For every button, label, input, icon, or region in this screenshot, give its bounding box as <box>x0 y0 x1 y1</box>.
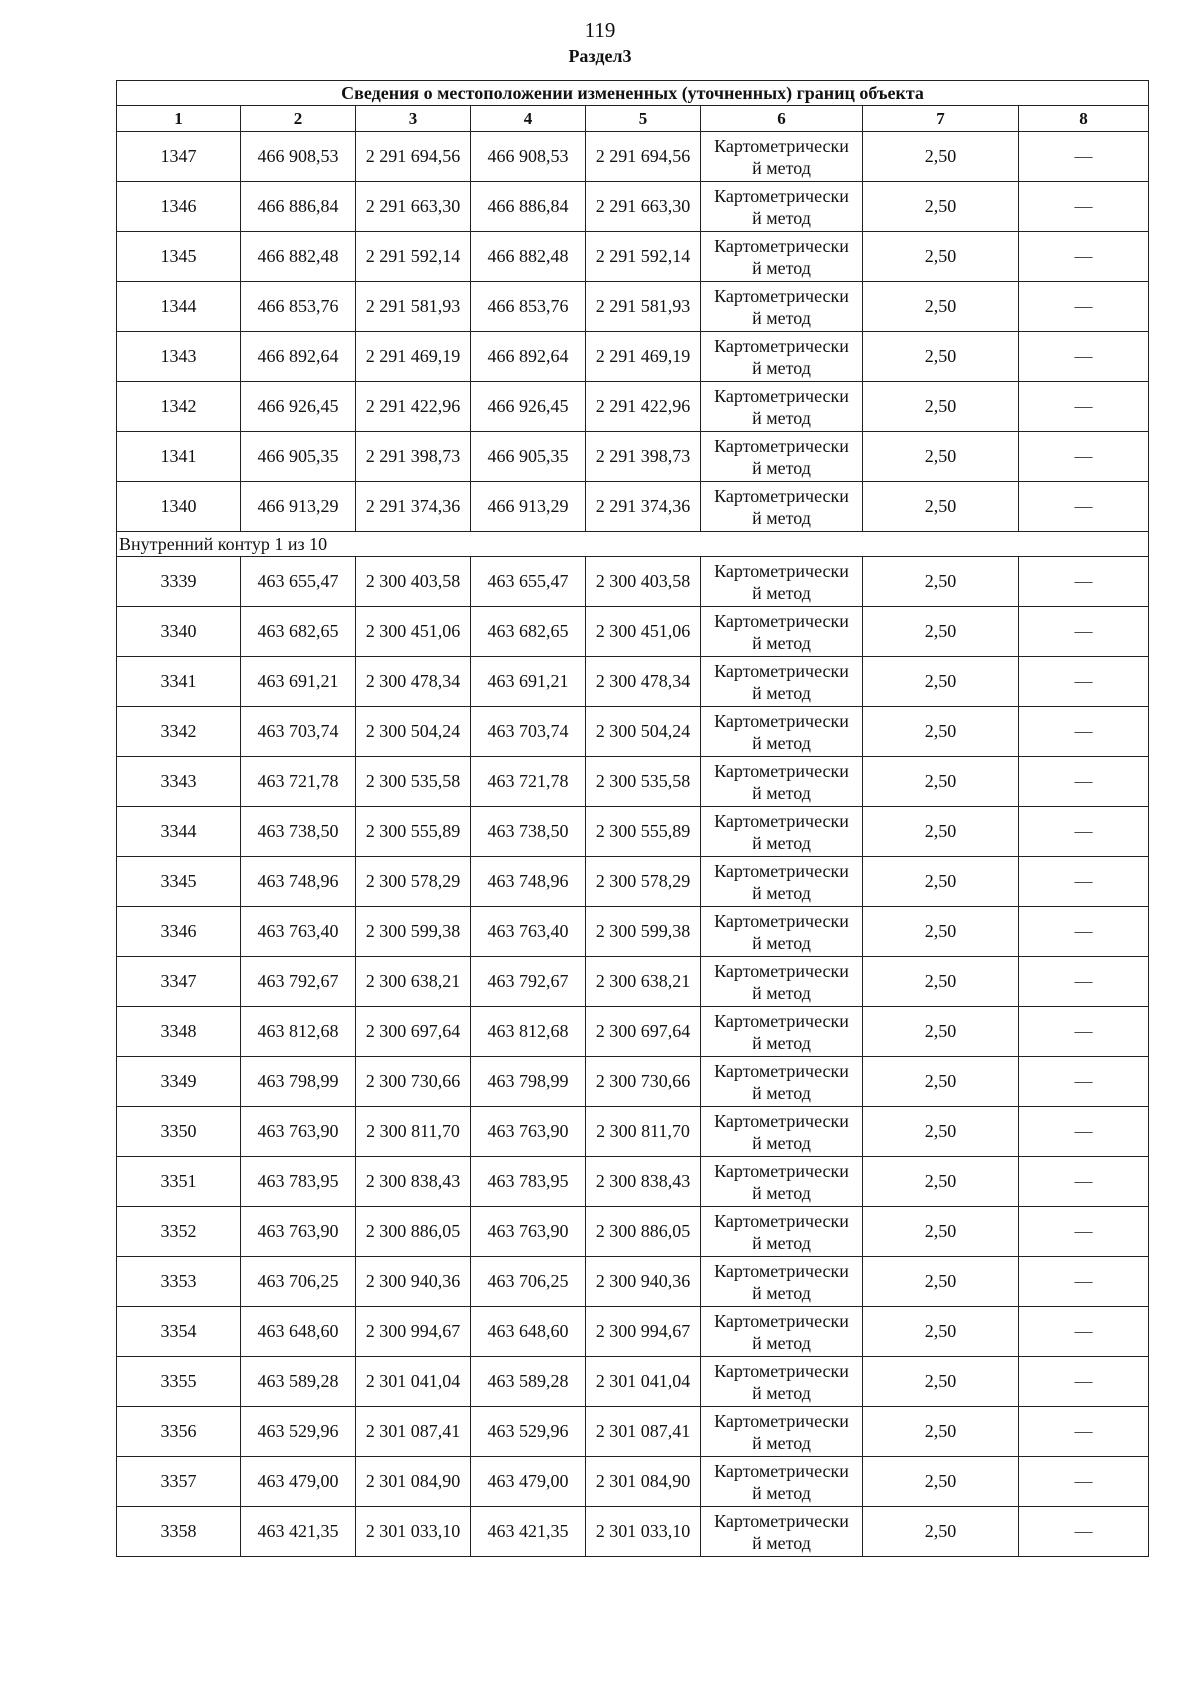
accuracy-cell: 2,50 <box>863 857 1019 907</box>
note-cell: — <box>1019 1307 1149 1357</box>
x-new-cell: 463 798,99 <box>471 1057 586 1107</box>
x-old-cell: 463 763,90 <box>241 1107 356 1157</box>
y-new-cell: 2 300 940,36 <box>586 1257 701 1307</box>
accuracy-cell: 2,50 <box>863 657 1019 707</box>
method-cell: Картометрически й метод <box>701 707 863 757</box>
y-old-cell: 2 300 578,29 <box>356 857 471 907</box>
column-number: 1 <box>117 106 241 132</box>
table-row <box>117 1057 1149 1107</box>
x-old-cell: 463 738,50 <box>241 807 356 857</box>
x-new-cell: 466 892,64 <box>471 332 586 382</box>
table-row <box>117 1107 1149 1157</box>
y-new-cell: 2 291 663,30 <box>586 182 701 232</box>
method-cell: Картометрически й метод <box>701 807 863 857</box>
accuracy-cell: 2,50 <box>863 332 1019 382</box>
point-number-cell: 3347 <box>117 957 241 1007</box>
x-new-cell: 466 905,35 <box>471 432 586 482</box>
x-new-cell: 463 748,96 <box>471 857 586 907</box>
table-row <box>117 707 1149 757</box>
accuracy-cell: 2,50 <box>863 1457 1019 1507</box>
table-row <box>117 382 1149 432</box>
note-cell: — <box>1019 1507 1149 1557</box>
method-cell: Картометрически й метод <box>701 1307 863 1357</box>
accuracy-cell: 2,50 <box>863 607 1019 657</box>
x-new-cell: 463 529,96 <box>471 1407 586 1457</box>
point-number-cell: 3357 <box>117 1457 241 1507</box>
point-number-cell: 3355 <box>117 1357 241 1407</box>
accuracy-cell: 2,50 <box>863 907 1019 957</box>
y-old-cell: 2 291 469,19 <box>356 332 471 382</box>
x-new-cell: 463 763,90 <box>471 1107 586 1157</box>
y-new-cell: 2 301 087,41 <box>586 1407 701 1457</box>
accuracy-cell: 2,50 <box>863 1007 1019 1057</box>
point-number-cell: 3356 <box>117 1407 241 1457</box>
x-new-cell: 463 691,21 <box>471 657 586 707</box>
table-row <box>117 757 1149 807</box>
y-old-cell: 2 301 033,10 <box>356 1507 471 1557</box>
y-old-cell: 2 291 694,56 <box>356 132 471 182</box>
note-cell: — <box>1019 382 1149 432</box>
x-new-cell: 463 648,60 <box>471 1307 586 1357</box>
point-number-cell: 3349 <box>117 1057 241 1107</box>
method-cell: Картометрически й метод <box>701 432 863 482</box>
x-old-cell: 463 479,00 <box>241 1457 356 1507</box>
y-old-cell: 2 300 697,64 <box>356 1007 471 1057</box>
method-cell: Картометрически й метод <box>701 1007 863 1057</box>
y-new-cell: 2 300 535,58 <box>586 757 701 807</box>
accuracy-cell: 2,50 <box>863 1407 1019 1457</box>
note-cell: — <box>1019 607 1149 657</box>
x-old-cell: 463 421,35 <box>241 1507 356 1557</box>
y-old-cell: 2 301 084,90 <box>356 1457 471 1507</box>
x-old-cell: 466 926,45 <box>241 382 356 432</box>
x-new-cell: 463 479,00 <box>471 1457 586 1507</box>
point-number-cell: 1346 <box>117 182 241 232</box>
note-cell: — <box>1019 557 1149 607</box>
point-number-cell: 1341 <box>117 432 241 482</box>
note-cell: — <box>1019 132 1149 182</box>
note-cell: — <box>1019 1357 1149 1407</box>
y-new-cell: 2 300 504,24 <box>586 707 701 757</box>
column-number: 5 <box>586 106 701 132</box>
y-new-cell: 2 300 886,05 <box>586 1207 701 1257</box>
x-old-cell: 466 908,53 <box>241 132 356 182</box>
x-old-cell: 463 792,67 <box>241 957 356 1007</box>
point-number-cell: 3346 <box>117 907 241 957</box>
point-number-cell: 3350 <box>117 1107 241 1157</box>
column-number: 2 <box>241 106 356 132</box>
x-new-cell: 463 783,95 <box>471 1157 586 1207</box>
y-new-cell: 2 291 694,56 <box>586 132 701 182</box>
x-new-cell: 463 682,65 <box>471 607 586 657</box>
accuracy-cell: 2,50 <box>863 182 1019 232</box>
contour-row <box>117 532 1149 557</box>
y-new-cell: 2 291 469,19 <box>586 332 701 382</box>
method-cell: Картометрически й метод <box>701 482 863 532</box>
section-title: Раздел3 <box>568 46 632 66</box>
y-new-cell: 2 300 403,58 <box>586 557 701 607</box>
point-number-cell: 1344 <box>117 282 241 332</box>
column-number: 6 <box>701 106 863 132</box>
page-number: 119 <box>584 18 616 42</box>
x-new-cell: 463 703,74 <box>471 707 586 757</box>
method-cell: Картометрически й метод <box>701 1057 863 1107</box>
x-new-cell: 466 926,45 <box>471 382 586 432</box>
x-old-cell: 466 886,84 <box>241 182 356 232</box>
y-new-cell: 2 300 578,29 <box>586 857 701 907</box>
point-number-cell: 1345 <box>117 232 241 282</box>
y-old-cell: 2 300 535,58 <box>356 757 471 807</box>
note-cell: — <box>1019 282 1149 332</box>
y-old-cell: 2 301 087,41 <box>356 1407 471 1457</box>
y-old-cell: 2 291 663,30 <box>356 182 471 232</box>
accuracy-cell: 2,50 <box>863 432 1019 482</box>
y-new-cell: 2 291 581,93 <box>586 282 701 332</box>
accuracy-cell: 2,50 <box>863 132 1019 182</box>
method-cell: Картометрически й метод <box>701 382 863 432</box>
point-number-cell: 3344 <box>117 807 241 857</box>
method-cell: Картометрически й метод <box>701 557 863 607</box>
y-old-cell: 2 291 422,96 <box>356 382 471 432</box>
point-number-cell: 3348 <box>117 1007 241 1057</box>
point-number-cell: 3339 <box>117 557 241 607</box>
y-new-cell: 2 300 599,38 <box>586 907 701 957</box>
table-row <box>117 1207 1149 1257</box>
x-new-cell: 463 655,47 <box>471 557 586 607</box>
x-old-cell: 463 691,21 <box>241 657 356 707</box>
point-number-cell: 3358 <box>117 1507 241 1557</box>
y-new-cell: 2 300 838,43 <box>586 1157 701 1207</box>
column-number: 7 <box>863 106 1019 132</box>
accuracy-cell: 2,50 <box>863 232 1019 282</box>
method-cell: Картометрически й метод <box>701 132 863 182</box>
method-cell: Картометрически й метод <box>701 857 863 907</box>
table-row <box>117 857 1149 907</box>
method-cell: Картометрически й метод <box>701 332 863 382</box>
x-old-cell: 463 783,95 <box>241 1157 356 1207</box>
table-row <box>117 557 1149 607</box>
point-number-cell: 3352 <box>117 1207 241 1257</box>
point-number-cell: 3340 <box>117 607 241 657</box>
column-number: 3 <box>356 106 471 132</box>
method-cell: Картометрически й метод <box>701 182 863 232</box>
x-old-cell: 463 529,96 <box>241 1407 356 1457</box>
x-new-cell: 463 589,28 <box>471 1357 586 1407</box>
accuracy-cell: 2,50 <box>863 1057 1019 1107</box>
x-old-cell: 463 798,99 <box>241 1057 356 1107</box>
note-cell: — <box>1019 657 1149 707</box>
y-old-cell: 2 301 041,04 <box>356 1357 471 1407</box>
method-cell: Картометрически й метод <box>701 1207 863 1257</box>
y-old-cell: 2 291 374,36 <box>356 482 471 532</box>
y-new-cell: 2 301 041,04 <box>586 1357 701 1407</box>
x-new-cell: 463 812,68 <box>471 1007 586 1057</box>
y-old-cell: 2 300 886,05 <box>356 1207 471 1257</box>
accuracy-cell: 2,50 <box>863 1307 1019 1357</box>
table-row <box>117 1357 1149 1407</box>
x-old-cell: 463 748,96 <box>241 857 356 907</box>
note-cell: — <box>1019 1457 1149 1507</box>
table-row <box>117 657 1149 707</box>
x-old-cell: 463 703,74 <box>241 707 356 757</box>
point-number-cell: 1340 <box>117 482 241 532</box>
y-new-cell: 2 300 730,66 <box>586 1057 701 1107</box>
table-row <box>117 232 1149 282</box>
x-new-cell: 463 738,50 <box>471 807 586 857</box>
y-new-cell: 2 300 994,67 <box>586 1307 701 1357</box>
note-cell: — <box>1019 907 1149 957</box>
method-cell: Картометрически й метод <box>701 1257 863 1307</box>
y-new-cell: 2 300 697,64 <box>586 1007 701 1057</box>
table-row <box>117 132 1149 182</box>
y-new-cell: 2 300 451,06 <box>586 607 701 657</box>
y-new-cell: 2 301 084,90 <box>586 1457 701 1507</box>
x-old-cell: 463 682,65 <box>241 607 356 657</box>
accuracy-cell: 2,50 <box>863 1257 1019 1307</box>
accuracy-cell: 2,50 <box>863 1207 1019 1257</box>
y-old-cell: 2 300 504,24 <box>356 707 471 757</box>
x-old-cell: 463 706,25 <box>241 1257 356 1307</box>
table-row <box>117 282 1149 332</box>
note-cell: — <box>1019 957 1149 1007</box>
note-cell: — <box>1019 482 1149 532</box>
accuracy-cell: 2,50 <box>863 807 1019 857</box>
method-cell: Картометрически й метод <box>701 232 863 282</box>
y-old-cell: 2 300 811,70 <box>356 1107 471 1157</box>
note-cell: — <box>1019 707 1149 757</box>
table-row <box>117 1407 1149 1457</box>
table-row <box>117 1457 1149 1507</box>
point-number-cell: 3342 <box>117 707 241 757</box>
x-new-cell: 463 763,40 <box>471 907 586 957</box>
note-cell: — <box>1019 1157 1149 1207</box>
method-cell: Картометрически й метод <box>701 1157 863 1207</box>
table-row <box>117 1007 1149 1057</box>
accuracy-cell: 2,50 <box>863 707 1019 757</box>
method-cell: Картометрически й метод <box>701 1357 863 1407</box>
point-number-cell: 3353 <box>117 1257 241 1307</box>
y-old-cell: 2 300 994,67 <box>356 1307 471 1357</box>
method-cell: Картометрически й метод <box>701 282 863 332</box>
table-row <box>117 1257 1149 1307</box>
y-old-cell: 2 300 940,36 <box>356 1257 471 1307</box>
method-cell: Картометрически й метод <box>701 957 863 1007</box>
y-old-cell: 2 300 478,34 <box>356 657 471 707</box>
note-cell: — <box>1019 432 1149 482</box>
method-cell: Картометрически й метод <box>701 907 863 957</box>
x-new-cell: 466 882,48 <box>471 232 586 282</box>
x-old-cell: 463 589,28 <box>241 1357 356 1407</box>
x-old-cell: 463 812,68 <box>241 1007 356 1057</box>
x-new-cell: 466 913,29 <box>471 482 586 532</box>
x-new-cell: 466 853,76 <box>471 282 586 332</box>
x-old-cell: 463 648,60 <box>241 1307 356 1357</box>
point-number-cell: 1347 <box>117 132 241 182</box>
table-row <box>117 182 1149 232</box>
table-row <box>117 957 1149 1007</box>
note-cell: — <box>1019 1257 1149 1307</box>
table-row <box>117 1157 1149 1207</box>
y-old-cell: 2 300 599,38 <box>356 907 471 957</box>
y-new-cell: 2 300 638,21 <box>586 957 701 1007</box>
y-new-cell: 2 291 592,14 <box>586 232 701 282</box>
y-new-cell: 2 300 555,89 <box>586 807 701 857</box>
y-new-cell: 2 291 422,96 <box>586 382 701 432</box>
method-cell: Картометрически й метод <box>701 1107 863 1157</box>
x-new-cell: 463 763,90 <box>471 1207 586 1257</box>
y-old-cell: 2 300 403,58 <box>356 557 471 607</box>
method-cell: Картометрически й метод <box>701 1507 863 1557</box>
x-old-cell: 463 763,40 <box>241 907 356 957</box>
accuracy-cell: 2,50 <box>863 757 1019 807</box>
accuracy-cell: 2,50 <box>863 282 1019 332</box>
y-new-cell: 2 300 811,70 <box>586 1107 701 1157</box>
note-cell: — <box>1019 182 1149 232</box>
table-row <box>117 432 1149 482</box>
x-old-cell: 466 913,29 <box>241 482 356 532</box>
x-new-cell: 466 908,53 <box>471 132 586 182</box>
point-number-cell: 1343 <box>117 332 241 382</box>
y-old-cell: 2 300 730,66 <box>356 1057 471 1107</box>
x-new-cell: 463 792,67 <box>471 957 586 1007</box>
accuracy-cell: 2,50 <box>863 382 1019 432</box>
point-number-cell: 3343 <box>117 757 241 807</box>
y-old-cell: 2 300 451,06 <box>356 607 471 657</box>
note-cell: — <box>1019 232 1149 282</box>
table-caption: Сведения о местоположении измененных (уточненных) границ объекта <box>117 81 1149 106</box>
table-row <box>117 607 1149 657</box>
column-number: 4 <box>471 106 586 132</box>
x-new-cell: 463 721,78 <box>471 757 586 807</box>
method-cell: Картометрически й метод <box>701 1407 863 1457</box>
contour-label: Внутренний контур 1 из 10 <box>117 532 1149 557</box>
table-row <box>117 482 1149 532</box>
y-old-cell: 2 300 638,21 <box>356 957 471 1007</box>
method-cell: Картометрически й метод <box>701 657 863 707</box>
method-cell: Картометрически й метод <box>701 1457 863 1507</box>
coordinates-table <box>116 80 1149 1557</box>
x-old-cell: 463 655,47 <box>241 557 356 607</box>
x-old-cell: 463 721,78 <box>241 757 356 807</box>
y-new-cell: 2 291 398,73 <box>586 432 701 482</box>
y-old-cell: 2 291 581,93 <box>356 282 471 332</box>
accuracy-cell: 2,50 <box>863 1357 1019 1407</box>
note-cell: — <box>1019 1057 1149 1107</box>
accuracy-cell: 2,50 <box>863 1507 1019 1557</box>
y-old-cell: 2 291 398,73 <box>356 432 471 482</box>
column-number: 8 <box>1019 106 1149 132</box>
point-number-cell: 3345 <box>117 857 241 907</box>
x-old-cell: 463 763,90 <box>241 1207 356 1257</box>
note-cell: — <box>1019 332 1149 382</box>
method-cell: Картометрически й метод <box>701 757 863 807</box>
note-cell: — <box>1019 1007 1149 1057</box>
point-number-cell: 1342 <box>117 382 241 432</box>
x-new-cell: 463 421,35 <box>471 1507 586 1557</box>
table-row <box>117 1307 1149 1357</box>
x-old-cell: 466 892,64 <box>241 332 356 382</box>
table-row <box>117 332 1149 382</box>
method-cell: Картометрически й метод <box>701 607 863 657</box>
x-new-cell: 463 706,25 <box>471 1257 586 1307</box>
x-old-cell: 466 882,48 <box>241 232 356 282</box>
y-new-cell: 2 301 033,10 <box>586 1507 701 1557</box>
accuracy-cell: 2,50 <box>863 1157 1019 1207</box>
x-old-cell: 466 853,76 <box>241 282 356 332</box>
table-row <box>117 807 1149 857</box>
point-number-cell: 3341 <box>117 657 241 707</box>
y-new-cell: 2 291 374,36 <box>586 482 701 532</box>
note-cell: — <box>1019 807 1149 857</box>
y-new-cell: 2 300 478,34 <box>586 657 701 707</box>
note-cell: — <box>1019 757 1149 807</box>
x-new-cell: 466 886,84 <box>471 182 586 232</box>
y-old-cell: 2 300 838,43 <box>356 1157 471 1207</box>
point-number-cell: 3354 <box>117 1307 241 1357</box>
note-cell: — <box>1019 1207 1149 1257</box>
note-cell: — <box>1019 1407 1149 1457</box>
table-row <box>117 1507 1149 1557</box>
y-old-cell: 2 291 592,14 <box>356 232 471 282</box>
x-old-cell: 466 905,35 <box>241 432 356 482</box>
note-cell: — <box>1019 857 1149 907</box>
point-number-cell: 3351 <box>117 1157 241 1207</box>
table-row <box>117 907 1149 957</box>
accuracy-cell: 2,50 <box>863 957 1019 1007</box>
note-cell: — <box>1019 1107 1149 1157</box>
accuracy-cell: 2,50 <box>863 1107 1019 1157</box>
accuracy-cell: 2,50 <box>863 482 1019 532</box>
y-old-cell: 2 300 555,89 <box>356 807 471 857</box>
accuracy-cell: 2,50 <box>863 557 1019 607</box>
